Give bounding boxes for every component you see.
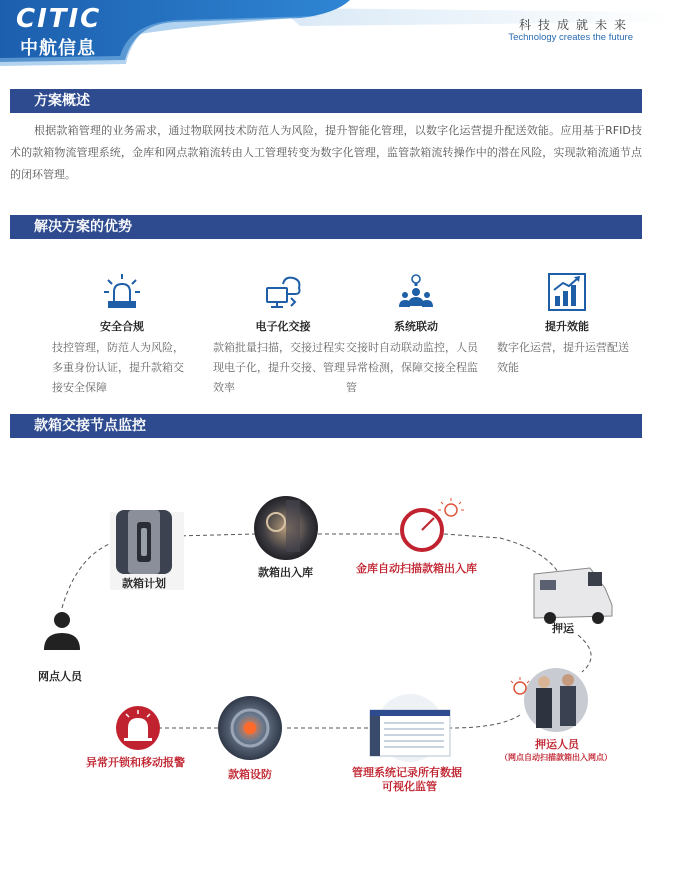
person-icon xyxy=(44,612,80,650)
monitor-flow-diagram xyxy=(0,440,673,840)
team-idea-icon xyxy=(396,272,436,312)
section-bar-overview: 方案概述 xyxy=(10,89,642,113)
page-header xyxy=(0,0,673,70)
advantage-item xyxy=(497,272,637,378)
escort-staff-image xyxy=(511,668,588,732)
node-label-alarm: 异常开锁和移动报警 xyxy=(86,756,185,769)
node-label-box-in-out: 款箱出入库 xyxy=(258,566,313,579)
node-label-branch-staff: 网点人员 xyxy=(38,670,82,683)
node-label-system-log-2: 可视化监管 xyxy=(382,780,437,793)
smart-lock-image xyxy=(218,696,282,760)
advantage-desc: 交接时自动联动监控，人员异常检测，保障交接全程监管 xyxy=(346,341,478,394)
advantage-desc: 数字化运营，提升运营配送效能 xyxy=(497,341,629,374)
node-label-box-plan: 款箱计划 xyxy=(122,577,166,590)
overview-text: 根据款箱管理的业务需求，通过物联网技术防范人为风险，提升智能化管理，以数字化运营提升配送效能。应用基于RFID技术的款箱物流管理系统，金库和网点款箱流转由人工管理转变为数字化管理，监管款箱流转操作中的潜在风险，实现款箱流通节点的闭环管理。 xyxy=(10,124,642,181)
flow-graphics xyxy=(0,440,673,840)
advantage-title: 系统联动 xyxy=(394,320,438,333)
advantage-desc: 款箱批量扫描，交接过程实现电子化，提升交接、管理效率 xyxy=(213,341,345,394)
advantage-desc: 技控管理，防范人为风险，多重身份认证，提升款箱交接安全保障 xyxy=(52,341,184,394)
section-bar-monitor: 款箱交接节点监控 xyxy=(10,414,642,438)
slogan-en: Technology creates the future xyxy=(508,32,633,43)
advantage-title: 电子化交接 xyxy=(255,320,311,333)
section-bar-advantages: 解决方案的优势 xyxy=(10,215,642,239)
armored-truck-image xyxy=(534,568,612,624)
advantage-title: 安全合规 xyxy=(100,320,144,333)
node-label-vault-scan: 金库自动扫描款箱出入库 xyxy=(356,562,477,575)
node-label-escort: 押运 xyxy=(552,622,574,635)
advantage-item xyxy=(52,272,192,398)
slogan-cn: 科技成就未来 xyxy=(518,18,633,32)
alarm-light-icon xyxy=(102,272,142,312)
advantage-title: 提升效能 xyxy=(545,320,589,333)
flow-path-segment xyxy=(578,635,591,672)
logo-text-cn: 中航信息 xyxy=(20,38,96,59)
node-label-escort-staff: 押运人员 xyxy=(535,738,579,751)
node-sublabel-escort-staff: （网点自动扫描款箱出入网点） xyxy=(500,753,612,762)
rfid-scan-icon xyxy=(402,498,464,550)
cloud-computer-icon xyxy=(263,272,303,312)
growth-chart-icon xyxy=(547,272,587,312)
vault-door-image xyxy=(254,496,318,560)
node-label-anti-theft: 款箱设防 xyxy=(228,768,272,781)
dashboard-screen-image xyxy=(370,694,450,762)
logo-text-en: CITIC xyxy=(16,4,102,34)
advantage-item xyxy=(346,272,486,398)
flow-path-segment xyxy=(450,715,520,728)
advantage-item xyxy=(213,272,353,398)
alarm-siren-icon xyxy=(116,706,160,750)
flow-path-segment xyxy=(175,534,255,536)
node-label-system-log: 管理系统记录所有数据 xyxy=(352,766,462,779)
